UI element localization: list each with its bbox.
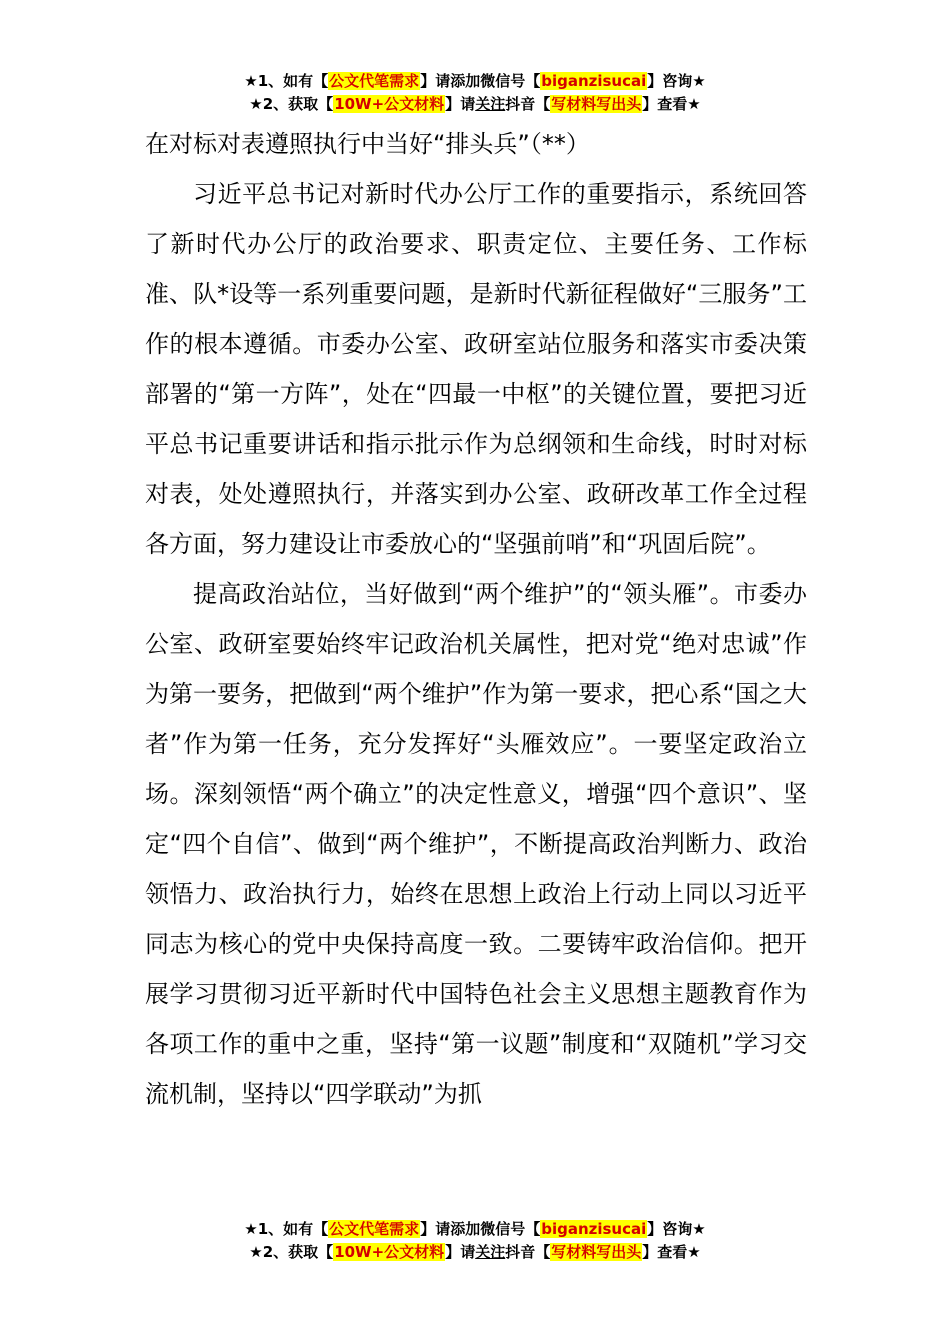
- banner-line-1: [0, 70, 950, 93]
- banner-text: 抖音【: [505, 1243, 551, 1261]
- douyin-account-highlight: 写材料写出头: [551, 1243, 642, 1261]
- banner-line-2: [0, 1241, 950, 1264]
- paragraph-2: 提高政治站位，当好做到“两个维护”的“领头雁”。市委办公室、政研室要始终牢记政治机关属性，把对党“绝对忠诚”作为第一要务，把做到“两个维护”作为第一要求，把心系“国之大者”作为第一任务，充分发挥好“头雁效应”。一要坚定政治立场。深刻领悟“两个确立”的决定性意义，增强“四个意识”、坚定“四个自信”、做到“两个维护”，不断提高政治判断力、政治领悟力、政治执行力，始终在思想上政治上行动上同以习近平同志为核心的党中央保持高度一致。二要铸牢政治信仰。把开展学习贯彻习近平新时代中国特色社会主义思想主题教育作为各项工作的重中之重，坚持“第一议题”制度和“双随机”学习交流机制，坚持以“四学联动”为抓: [145, 580, 807, 1108]
- banner-text: 】请: [445, 1243, 476, 1261]
- douyin-account-highlight: 写材料写出头: [551, 95, 642, 113]
- document-body: [145, 119, 807, 1119]
- banner-text: ★1、如有【: [244, 72, 329, 90]
- banner-highlight: 公文代笔需求: [329, 72, 420, 90]
- banner-text: 抖音【: [505, 95, 551, 113]
- banner-highlight: 10W+公文材料: [334, 95, 445, 113]
- banner-highlight: 10W+公文材料: [334, 1243, 445, 1261]
- banner-underlined-text: 关注: [475, 1243, 506, 1261]
- header-banner: [0, 70, 950, 116]
- paragraph-1: 习近平总书记对新时代办公厅工作的重要指示，系统回答了新时代办公厅的政治要求、职责定位、主要任务、工作标准、队*设等一系列重要问题，是新时代新征程做好“三服务”工作的根本遵循。市委办公室、政研室站位服务和落实市委决策部署的“第一方阵”，处在“四最一中枢”的关键位置，要把习近平总书记重要讲话和指示批示作为总纲领和生命线，时时对标对表，处处遵照执行，并落实到办公室、政研改革工作全过程各方面，努力建设让市委放心的“坚强前哨”和“巩固后院”。: [145, 180, 807, 558]
- banner-text: ★2、获取【: [249, 95, 334, 113]
- banner-text: ★2、获取【: [249, 1243, 334, 1261]
- banner-text: 】查看★: [642, 95, 701, 113]
- banner-text: 】咨询★: [647, 72, 706, 90]
- banner-text: 】请添加微信号【: [420, 1220, 541, 1238]
- footer-banner: [0, 1218, 950, 1264]
- banner-highlight: 公文代笔需求: [329, 1220, 420, 1238]
- banner-text: 】请添加微信号【: [420, 72, 541, 90]
- banner-line-2: [0, 93, 950, 116]
- wechat-id-highlight: biganzisucai: [541, 72, 647, 90]
- wechat-id-highlight: biganzisucai: [541, 1220, 647, 1238]
- banner-text: 】查看★: [642, 1243, 701, 1261]
- banner-underlined-text: 关注: [475, 95, 506, 113]
- banner-text: ★1、如有【: [244, 1220, 329, 1238]
- banner-text: 】咨询★: [647, 1220, 706, 1238]
- document-title: 在对标对表遵照执行中当好“排头兵”（**）: [145, 130, 590, 158]
- banner-text: 】请: [445, 95, 476, 113]
- banner-line-1: [0, 1218, 950, 1241]
